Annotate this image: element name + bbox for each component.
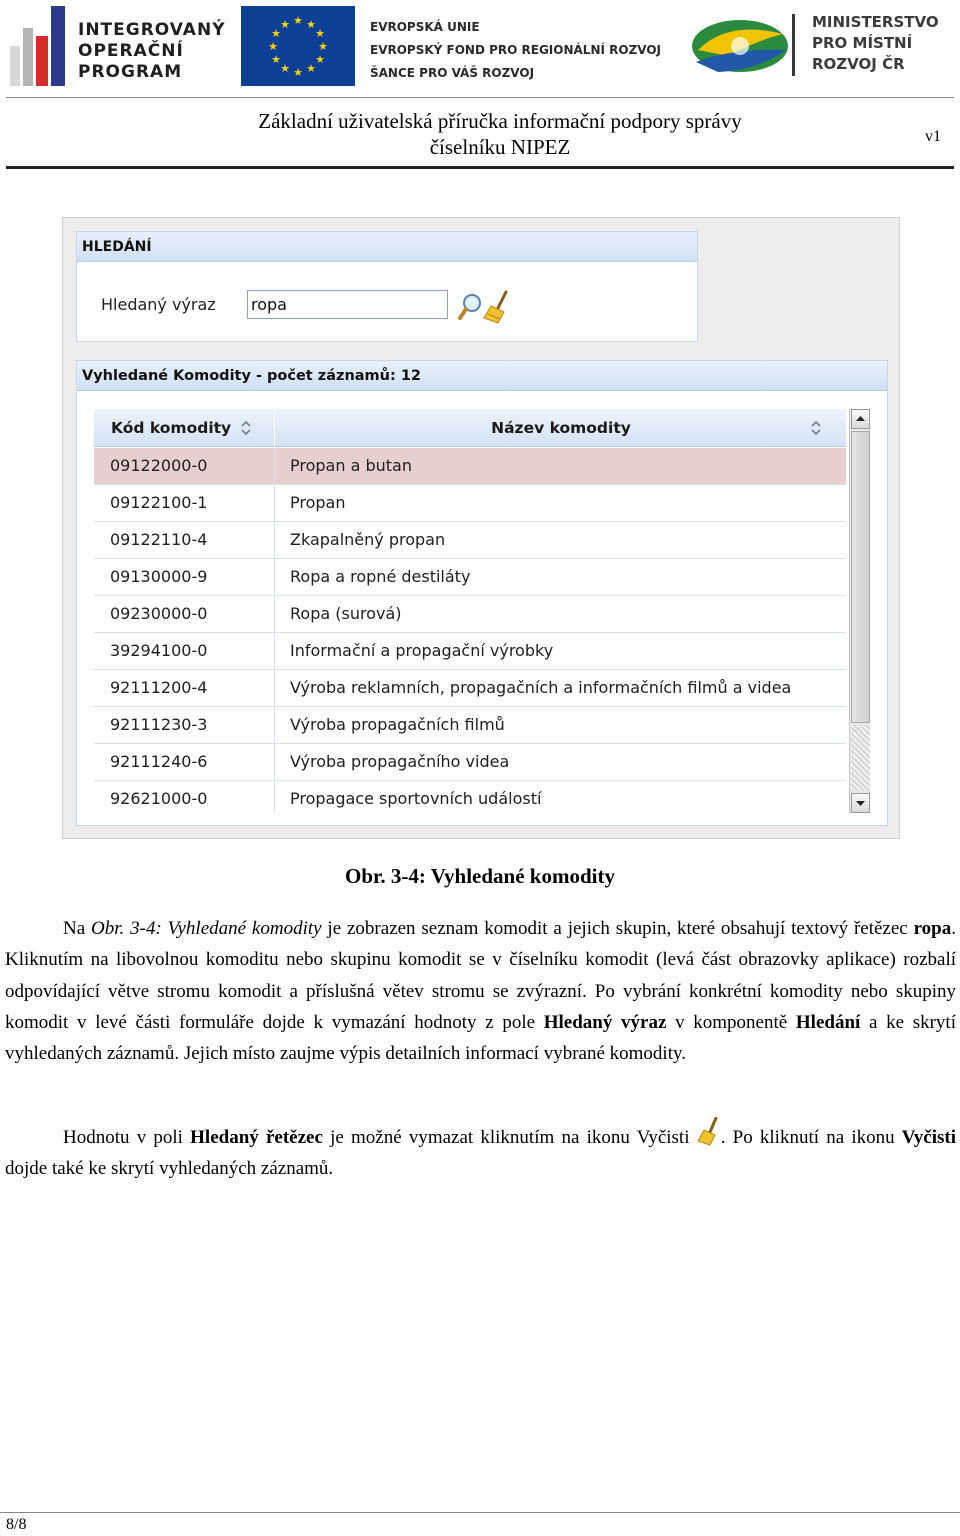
figure-caption: Obr. 3-4: Vyhledané komodity — [345, 864, 615, 888]
column-header-code-label: Kód komodity — [111, 419, 232, 437]
results-grid — [94, 409, 872, 813]
iop-line-3: PROGRAM — [78, 62, 183, 82]
eu-text — [370, 16, 661, 85]
svg-text:★: ★ — [293, 14, 303, 27]
p1-text-3: . Kliknutím na libovolnou komoditu nebo skupinu komodit se v číselníku komodit (levá část obrazovky aplikace) rozbalí odpovídající větve stromu komodit a příslušná větev stromu se zvýrazní. Po vybrání konkrétní komodity nebo skupiny komodit v levé části formuláře dojde k vymazání hodnoty z pole — [5, 918, 956, 1033]
svg-text:★: ★ — [318, 40, 328, 53]
p2-text-1: Hodnotu v poli — [63, 1127, 191, 1148]
clear-broom-icon[interactable] — [482, 290, 512, 324]
table-row[interactable] — [94, 707, 846, 744]
sort-icon[interactable] — [811, 420, 821, 436]
cell-code: 92111240-6 — [94, 744, 275, 780]
search-input[interactable] — [247, 290, 448, 319]
eu-line-3: ŠANCE PRO VÁŠ ROZVOJ — [370, 66, 535, 80]
p2-bold-hledany-retezec: Hledaný řetězec — [190, 1127, 323, 1148]
cell-code: 09122000-0 — [94, 448, 275, 484]
search-icon[interactable] — [458, 292, 484, 322]
table-row[interactable] — [94, 670, 846, 707]
cell-code: 92111200-4 — [94, 670, 275, 706]
column-header-name-label: Název komodity — [491, 419, 631, 437]
paragraph-2 — [5, 1117, 956, 1185]
arrow-up-icon — [852, 410, 869, 428]
paragraph-1 — [5, 913, 956, 1069]
svg-text:★: ★ — [280, 62, 290, 75]
iop-line-1: INTEGROVANÝ — [78, 20, 226, 40]
table-row[interactable] — [94, 522, 846, 559]
document-title — [140, 108, 860, 160]
eu-line-2: EVROPSKÝ FOND PRO REGIONÁLNÍ ROZVOJ — [370, 43, 662, 57]
p1-figure-reference: Obr. 3-4: Vyhledané komodity — [91, 918, 322, 939]
cell-name: Propagace sportovních událostí — [290, 789, 542, 808]
iop-logo — [10, 6, 226, 90]
clear-broom-icon — [697, 1117, 721, 1147]
mmr-line-3: ROZVOJ ČR — [812, 55, 905, 73]
document-title-line-2: číselníku NIPEZ — [429, 135, 571, 159]
results-panel-title: Vyhledané Komodity - počet záznamů: 12 — [77, 361, 887, 391]
p2-text-2: je možné vymazat kliknutím na ikonu Vyčisti — [322, 1127, 697, 1148]
mmr-line-2: PRO MÍSTNÍ — [812, 34, 913, 52]
cell-code: 09130000-9 — [94, 559, 275, 595]
svg-text:★: ★ — [280, 18, 290, 31]
p2-bold-vycisti: Vyčisti — [901, 1127, 956, 1148]
sort-icon[interactable] — [241, 420, 251, 436]
cell-name: Ropa (surová) — [290, 604, 402, 623]
svg-text:★: ★ — [268, 40, 278, 53]
table-row[interactable] — [94, 559, 846, 596]
table-row[interactable] — [94, 485, 846, 522]
cell-code: 09122110-4 — [94, 522, 275, 558]
svg-text:★: ★ — [271, 53, 281, 66]
footer-divider — [0, 1512, 960, 1513]
scrollbar-track[interactable] — [851, 725, 870, 791]
cell-name: Informační a propagační výrobky — [290, 641, 554, 660]
table-row[interactable] — [94, 448, 846, 485]
vertical-scrollbar[interactable] — [849, 409, 870, 813]
iop-line-2: OPERAČNÍ — [78, 41, 184, 61]
p2-text-3: . Po kliknutí na ikonu — [720, 1127, 902, 1148]
document-title-line-1: Základní uživatelská příručka informační podpory správy — [258, 109, 742, 133]
mmr-emblem-icon — [688, 10, 798, 88]
p1-bold-hledani: Hledání — [795, 1011, 861, 1033]
table-row[interactable] — [94, 781, 846, 813]
cell-name: Propan — [290, 493, 346, 512]
cell-name: Propan a butan — [290, 456, 412, 475]
cell-name: Výroba propagačních filmů — [290, 715, 505, 734]
p1-text-5: a ke skrytí vyhledaných záznamů. Jejich místo zaujme výpis detailních informací vybrané komodity. — [5, 1011, 956, 1065]
cell-name: Zkapalněný propan — [290, 530, 446, 549]
cell-name: Ropa a ropné destiláty — [290, 567, 471, 586]
cell-code: 09230000-0 — [94, 596, 275, 632]
p1-text-2: je zobrazen seznam komodit a jejich skupin, které obsahují textový řetězec — [321, 918, 914, 939]
p1-text-1: Na — [63, 918, 92, 939]
scroll-up-button[interactable] — [851, 409, 870, 429]
cell-code: 39294100-0 — [94, 633, 275, 669]
p2-text-4: dojde také ke skrytí vyhledaných záznamů. — [5, 1158, 334, 1180]
column-header-code[interactable] — [94, 409, 275, 447]
logo-bar — [0, 0, 960, 98]
grid-header — [94, 409, 846, 447]
table-row[interactable] — [94, 596, 846, 633]
cell-code: 09122100-1 — [94, 485, 275, 521]
eu-flag-icon — [241, 6, 355, 86]
grid-rows — [94, 448, 846, 813]
cell-name: Výroba propagačního videa — [290, 752, 510, 771]
p1-text-4: v komponentě — [666, 1011, 796, 1033]
p1-bold-hledany-vyraz: Hledaný výraz — [543, 1011, 667, 1033]
cell-code: 92621000-0 — [94, 781, 275, 813]
header-divider-bottom — [6, 166, 954, 169]
mmr-line-1: MINISTERSTVO — [812, 13, 939, 31]
header-divider-top — [6, 97, 954, 98]
eu-line-1: EVROPSKÁ UNIE — [370, 20, 480, 34]
svg-text:★: ★ — [271, 27, 281, 40]
search-panel-title: HLEDÁNÍ — [77, 232, 697, 262]
iop-logo-icon — [10, 6, 72, 90]
document-version: v1 — [925, 128, 941, 145]
table-row[interactable] — [94, 633, 846, 670]
table-row[interactable] — [94, 744, 846, 781]
search-panel — [76, 231, 698, 342]
scroll-down-button[interactable] — [851, 793, 870, 813]
column-header-name[interactable] — [276, 409, 846, 447]
arrow-down-icon — [852, 794, 869, 812]
page-number: 8/8 — [6, 1516, 27, 1533]
svg-text:★: ★ — [315, 53, 325, 66]
app-screenshot — [62, 217, 900, 839]
mmr-logo — [688, 10, 958, 90]
results-panel — [76, 360, 888, 826]
cell-code: 92111230-3 — [94, 707, 275, 743]
p1-bold-ropa: ropa — [913, 918, 952, 939]
svg-text:★: ★ — [306, 18, 316, 31]
svg-text:★: ★ — [315, 27, 325, 40]
svg-text:★: ★ — [306, 62, 316, 75]
search-label: Hledaný výraz — [101, 295, 216, 314]
cell-name: Výroba reklamních, propagačních a informačních filmů a videa — [290, 678, 792, 697]
scrollbar-thumb[interactable] — [851, 431, 870, 723]
svg-text:★: ★ — [293, 66, 303, 79]
